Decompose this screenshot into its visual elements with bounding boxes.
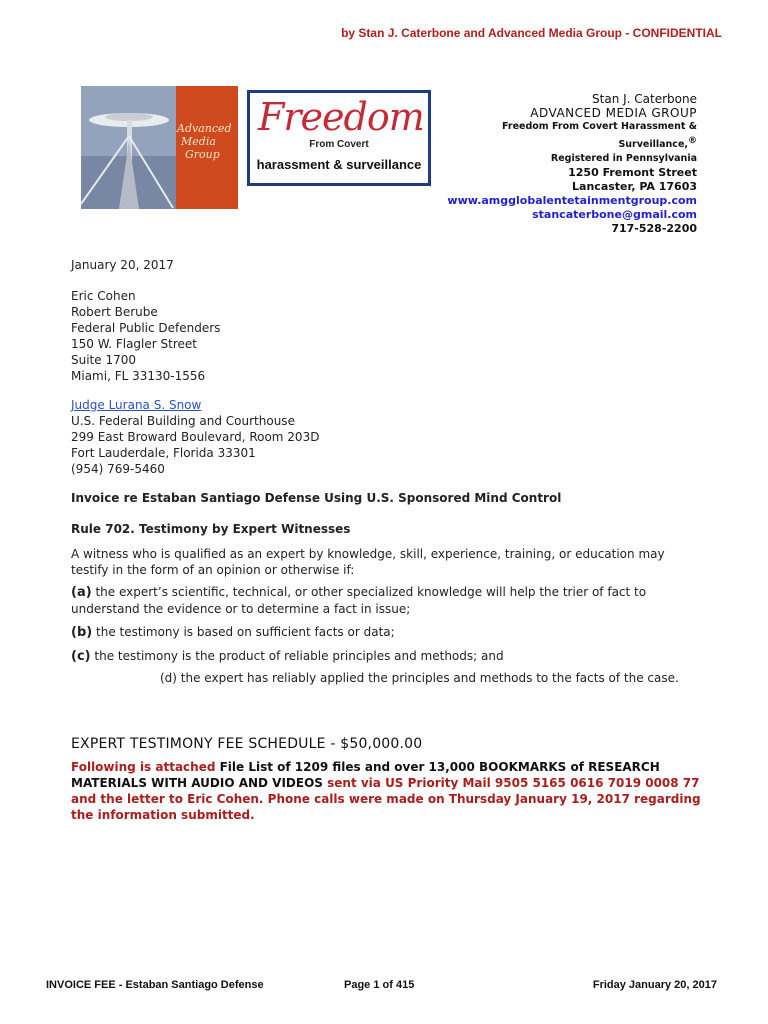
recipient-block-1: Eric Cohen Robert Berube Federal Public Defenders 150 W. Flagler Street Suite 1700 Miami, FL 33130-1556 [71,289,221,383]
letterhead-line2: Surveillance,® [618,136,697,151]
amg-logo-text: Advanced Media Group [177,122,232,161]
freedom-logo [247,90,431,186]
rule-item-d: (d) the expert has reliably applied the principles and methods to the facts of the case. [160,671,679,685]
fee-red-1: Following is attached [71,760,216,774]
letterhead-name: Stan J. Caterbone [592,92,697,106]
letterhead-line1: Freedom From Covert Harassment & [502,121,697,132]
rule-intro: A witness who is qualified as an expert by knowledge, skill, experience, training, or education may testify in the form of an opinion or otherwise if: [71,547,665,577]
footer-page-number: Page 1 of 415 [344,979,415,991]
judge-link[interactable]: Judge Lurana S. Snow [71,398,202,412]
amg-logo [81,86,238,209]
rule-item-a: (a) the expert’s scientific, technical, or other specialized knowledge will help the trier of fact to understand the evidence or to determine a fact in issue; [71,585,647,616]
letterhead-phone: 717-528-2200 [611,222,697,236]
confidential-header: by Stan J. Caterbone and Advanced Media Group - CONFIDENTIAL [341,26,722,40]
freedom-logo-script: Freedom [258,95,424,139]
letterhead-street: 1250 Fremont Street [568,166,697,180]
fee-black-1: File List of 1209 files and over 13,000 BOOKMARKS of RESEARCH MATERIALS WITH AUDIO AND VIDEOS [71,760,660,790]
letterhead-email-link[interactable]: stancaterbone@gmail.com [532,208,697,222]
letterhead-org: ADVANCED MEDIA GROUP [530,106,697,120]
letterhead [447,92,697,236]
freedom-logo-from: From Covert [309,139,369,150]
letter-date: January 20, 2017 [71,258,174,272]
rule-item-b: (b) the testimony is based on sufficient facts or data; [71,625,395,640]
letterhead-city: Lancaster, PA 17603 [572,180,697,194]
fee-title: EXPERT TESTIMONY FEE SCHEDULE - $50,000.00 [71,736,423,752]
fee-red-2: sent via US Priority Mail 9505 5165 0616 7019 0008 77 and the letter to Eric Cohen. Phone calls were made on Thursday January 19, 2017 regarding the information submitted. [71,776,701,822]
footer-left: INVOICE FEE - Estaban Santiago Defense [46,979,264,991]
footer-date: Friday January 20, 2017 [592,979,717,991]
subject-line: Invoice re Estaban Santiago Defense Using U.S. Sponsored Mind Control [71,491,562,505]
fee-paragraph [71,759,701,823]
letterhead-website-link[interactable]: www.amgglobalentetainmentgroup.com [447,194,697,208]
registered-mark: ® [688,136,697,146]
recipient-block-2: Judge Lurana S. Snow U.S. Federal Building and Courthouse 299 East Broward Boulevard, Room 203D Fort Lauderdale, Florida 33301 (954) 769-5460 [71,398,320,476]
rule-item-c: (c) the testimony is the product of reliable principles and methods; and [71,649,504,664]
letterhead-line3: Registered in Pennsylvania [550,153,697,165]
rule-title: Rule 702. Testimony by Expert Witnesses [71,522,351,536]
freedom-logo-bar: harassment & surveillance [256,153,422,177]
